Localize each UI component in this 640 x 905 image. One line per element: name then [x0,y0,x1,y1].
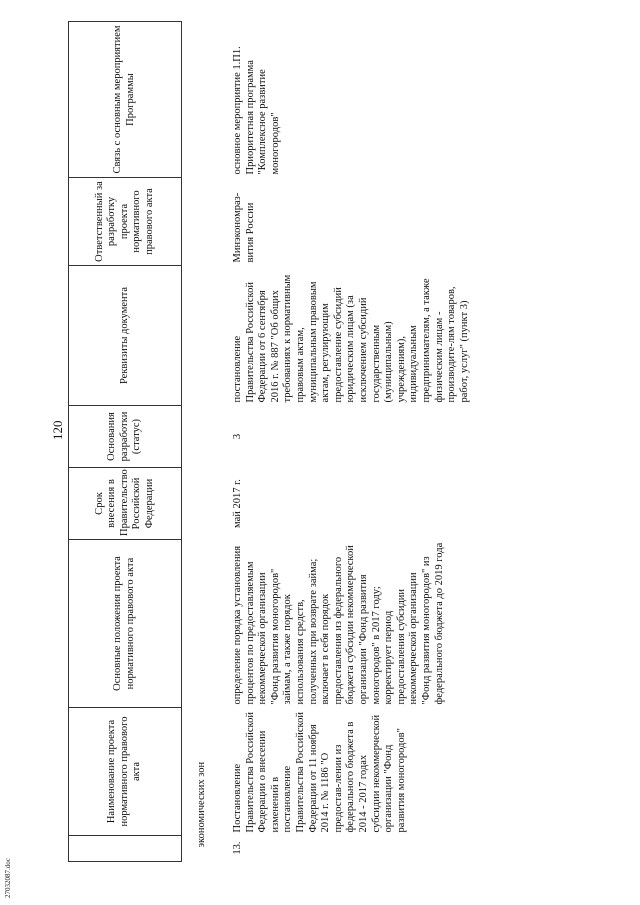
header-number [69,836,182,862]
provisions-cell: определение порядка установления процентов по предоставляемым некоммерческой организации "Фонд развития моногородов" займам, а также порядок использования средств, полученных при возврате займа; включает в себя порядок предоставления из федерального бюджета субсидии некоммерческой организации "Фонд развития моногородов" в 2017 году; корректирует период предоставления субсидии некоммерческой организации "Фонд развития моногородов" из федерального бюджета до 2019 года [232,542,445,705]
act-name-cell: Постановление Правительства Российской Федерации о внесении изменений в постановление Правительства Российской Федерации от 11 ноября 2014 г. № 1186 "О предостав-лении из федерального бюджета в 2014 - 2017 годах субсидии некоммерческой организации "Фонд развития моногородов" [232,712,407,833]
document-code: 27032087.doc [4,858,12,898]
header-basis: Основания разработки (статус) [69,406,182,468]
header-act-name: Наименование проекта нормативного правового акта [69,708,182,836]
header-row [69,22,182,862]
row-number: 13. [232,841,243,855]
header-program-link: Связь с основным мероприятием Программы [69,22,182,178]
section-title: экономических зон [196,761,207,848]
header-requisites: Реквизиты документа [69,266,182,406]
program-link-cell: основное мероприятие 1.П1. Приоритетная программа "Комплексное развитие моногородов" [232,46,281,175]
program-table [68,21,471,862]
deadline-cell: май 2017 г. [232,479,243,528]
table-row [226,22,471,862]
section-row [182,22,227,862]
header-provisions: Основные положения проекта нормативного правового акта [69,540,182,708]
header-responsible: Ответственный за разработку проекта нормативного правового акта [69,178,182,266]
responsible-cell: Минэкономраз-вития России [232,192,256,263]
basis-cell: 3 [232,433,243,440]
page-number: 120 [50,420,65,440]
requisites-cell: постановление Правительства Российской Федерации от 6 сентября 2016 г. № 887 "Об общих требованиях к нормативным правовым актам, муниципальным правовым актам, регулирующим предоставление субсидий юридическим лицам (за исключением субсидий государственным (муниципальным) учреждениям), индивидуальным предпринимателям, а также физическим лицам - производите-лям товаров, работ, услуг" (пункт 3) [232,274,470,403]
rotated-page [68,22,628,862]
header-deadline: Срок внесения в Правительство Российской Федерации [69,468,182,540]
